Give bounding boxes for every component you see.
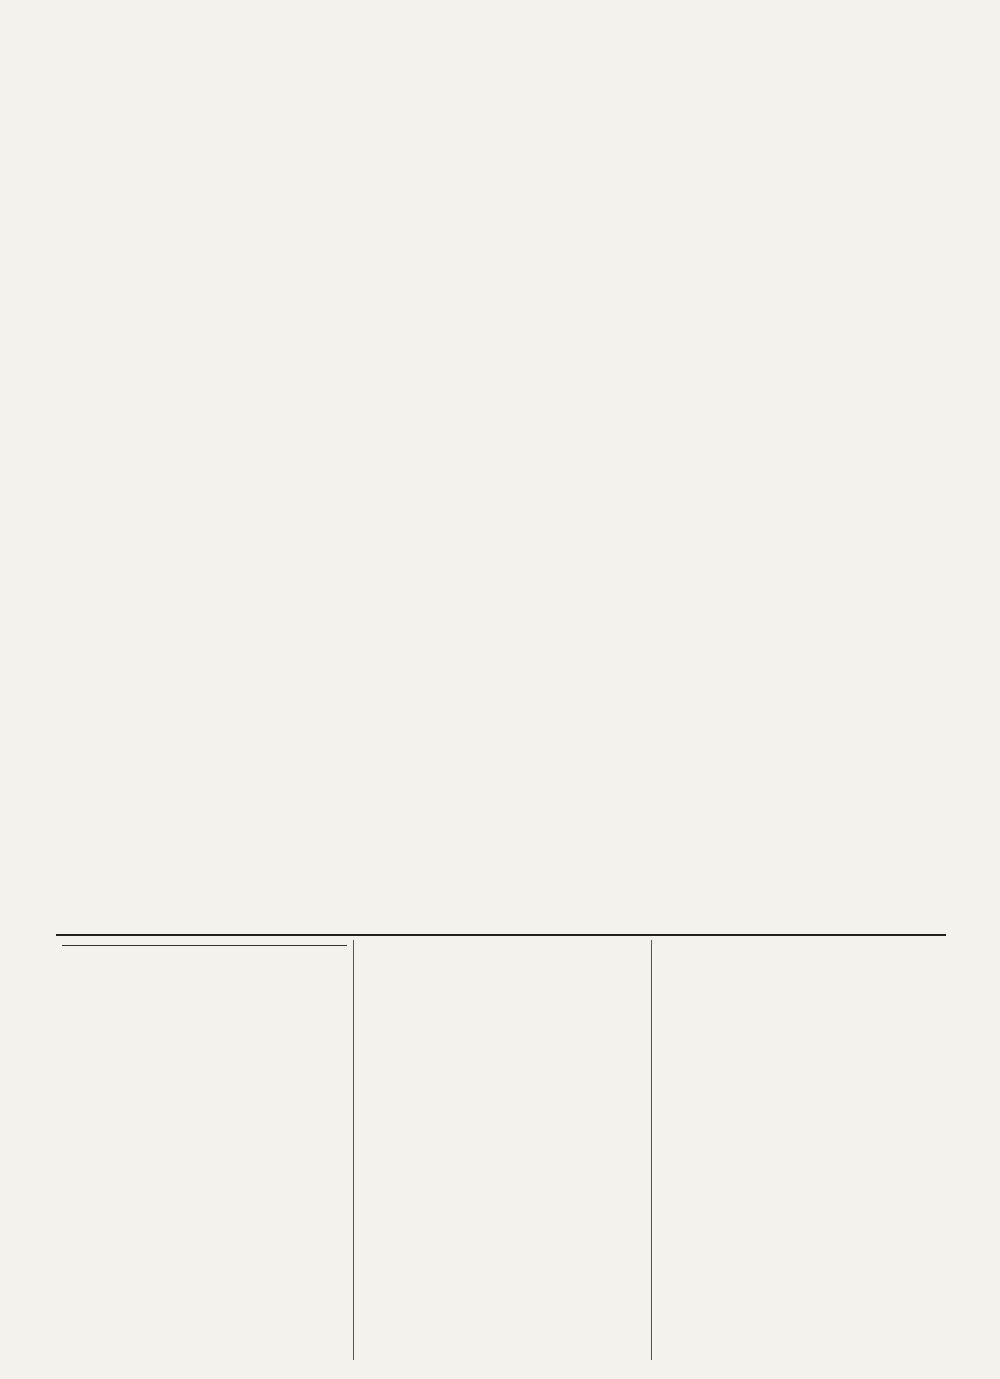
- feuilleton-column-1: [56, 940, 354, 1360]
- section-divider: [56, 934, 946, 936]
- feuilleton-section: [56, 940, 946, 1360]
- feuilleton-column-3: [652, 940, 946, 1360]
- feuilleton-column-2: [354, 940, 652, 1360]
- title-divider: [62, 945, 347, 946]
- news-section: [56, 38, 946, 928]
